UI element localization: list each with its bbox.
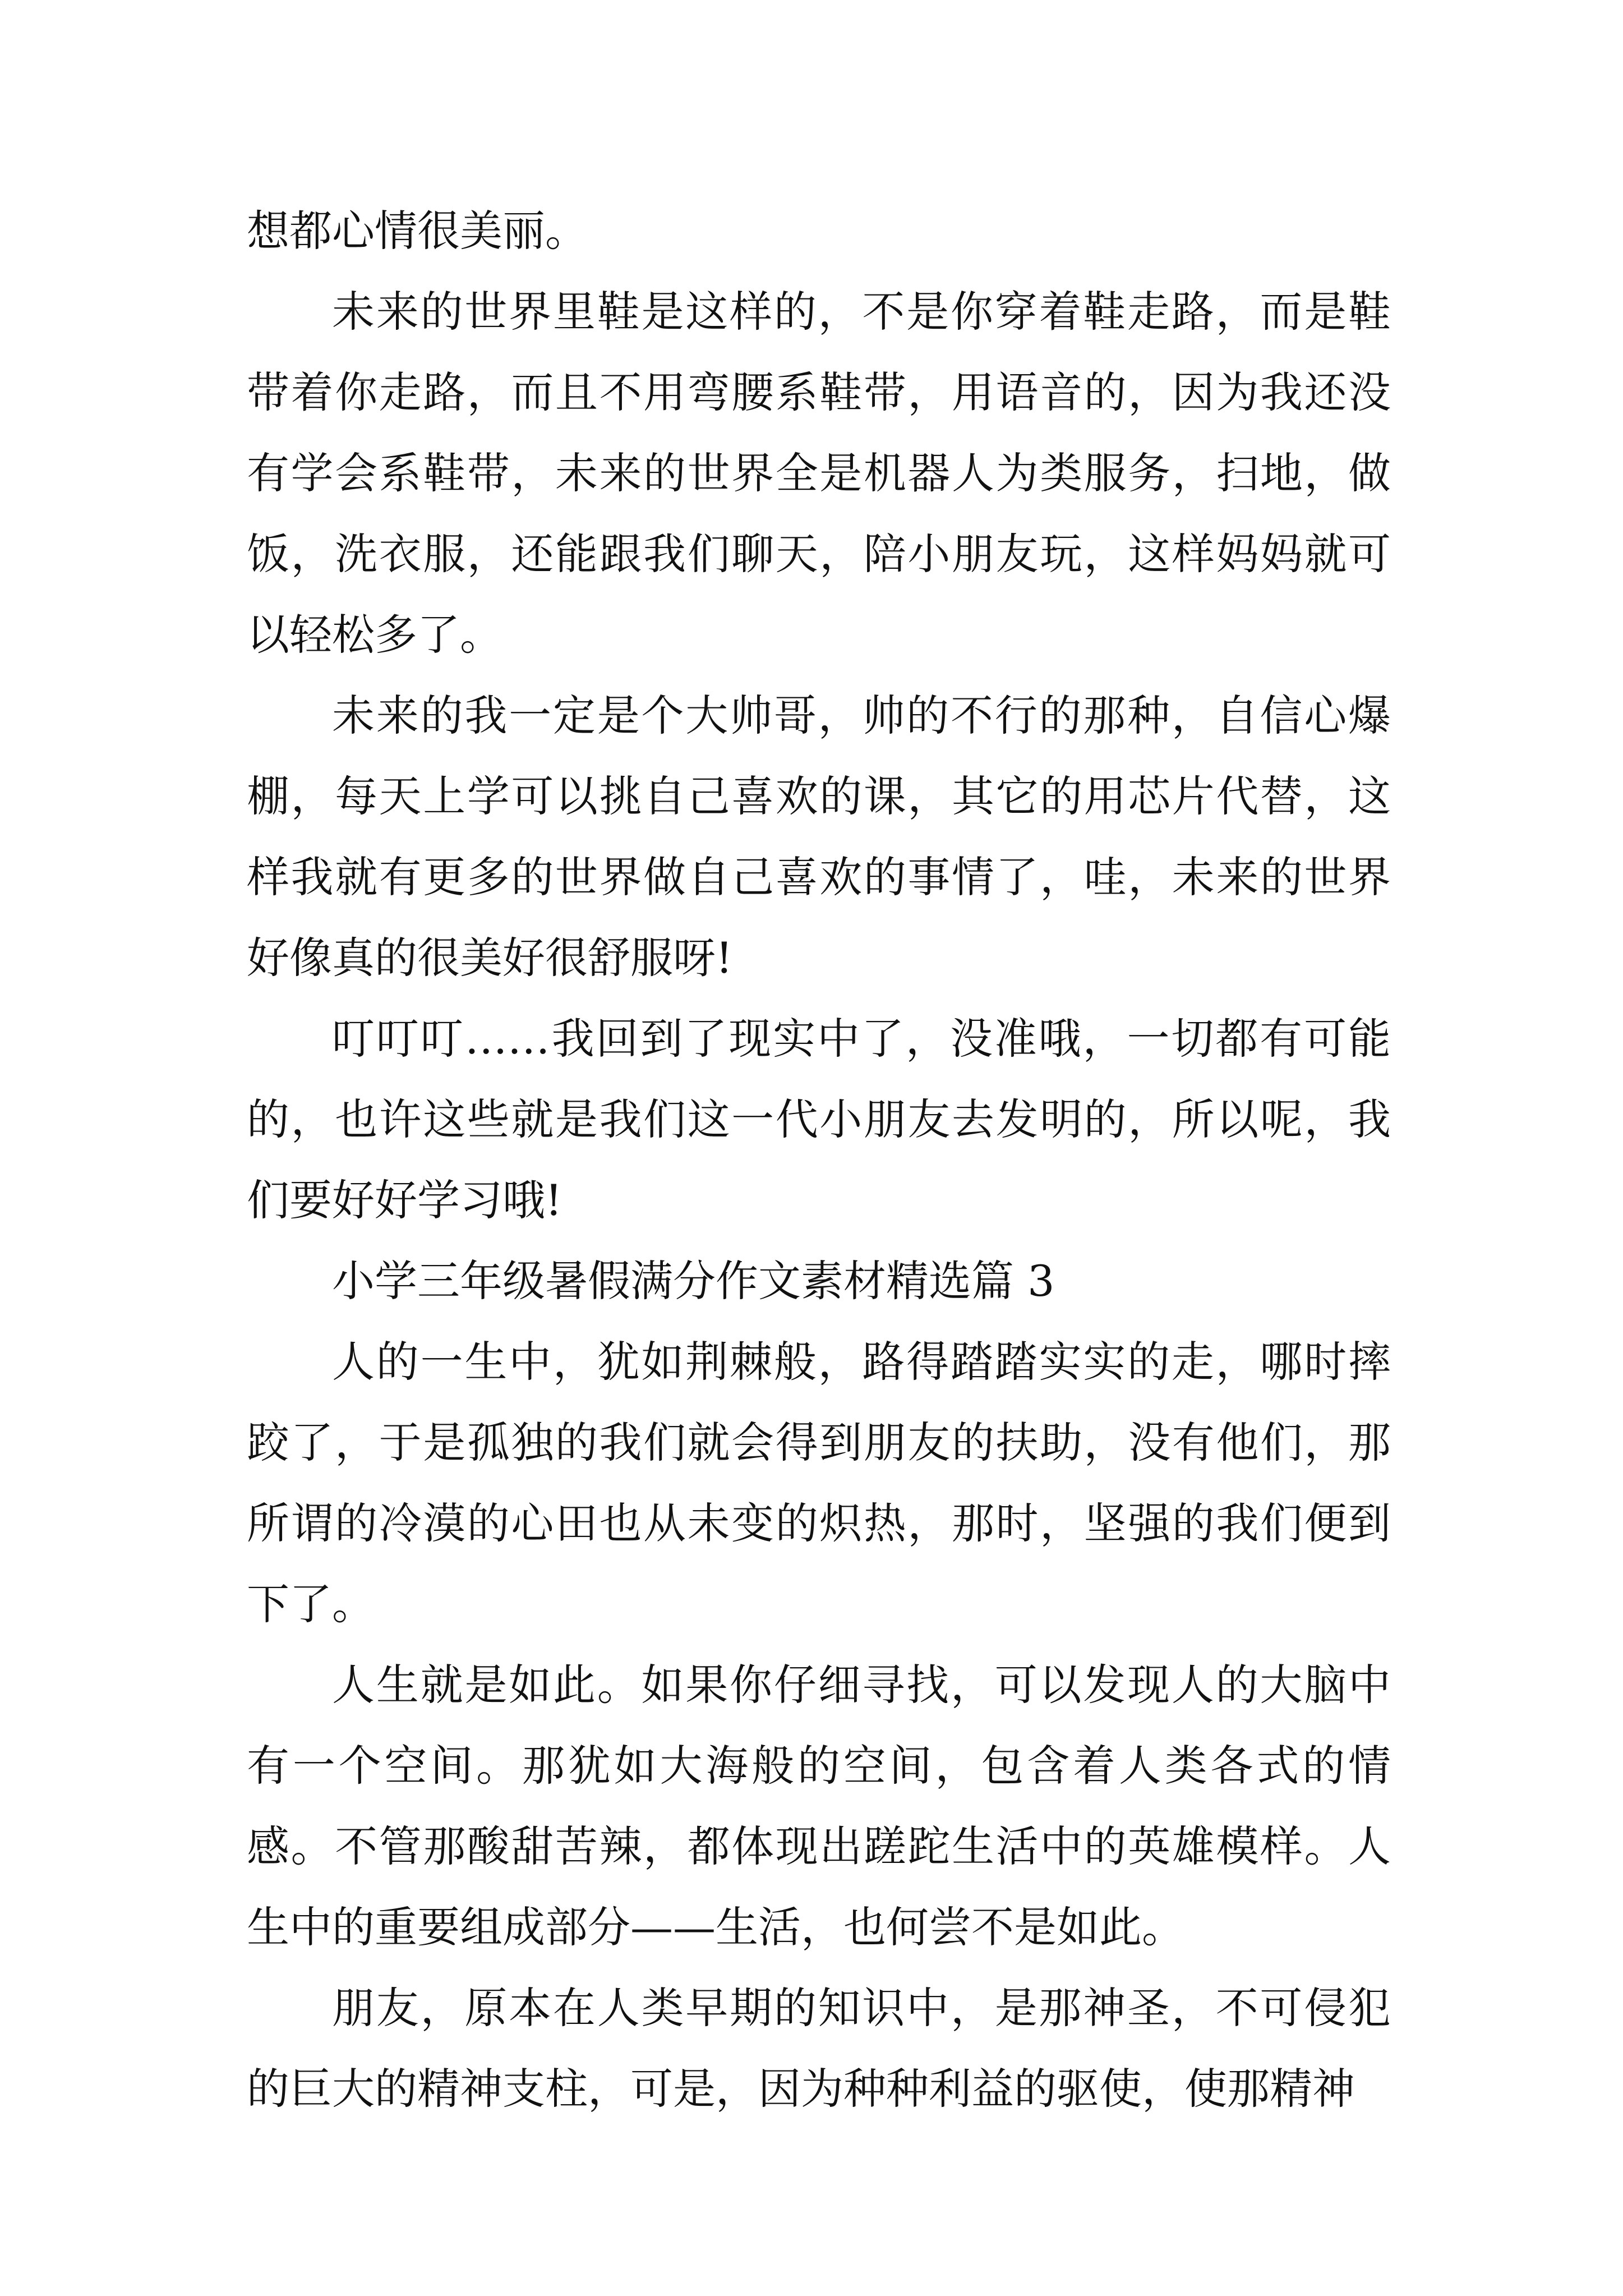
- section-heading: 小学三年级暑假满分作文素材精选篇 3: [332, 1256, 1055, 1306]
- paragraph: 未来的世界里鞋是这样的，不是你穿着鞋走路，而是鞋带着你走路，而且不用弯腰系鞋带，用语音的，因为我还没有学会系鞋带，未来的世界全是机器人为类服务，扫地，做饭，洗衣服，还能跟我们聊天，陪小朋友玩，这样妈妈就可以轻松多了。: [247, 287, 1391, 660]
- document-body: [247, 191, 1391, 2129]
- paragraph: 人生就是如此。如果你仔细寻找，可以发现人的大脑中有一个空间。那犹如大海般的空间，包含着人类各式的情感。不管那酸甜苦辣，都体现出蹉跎生活中的英雄模样。人生中的重要组成部分——生活，也何尝不是如此。: [247, 1660, 1391, 1952]
- paragraph: 想都心情很美丽。: [247, 206, 588, 256]
- paragraph: 叮叮叮……我回到了现实中了，没准哦，一切都有可能的，也许这些就是我们这一代小朋友去发明的，所以呢，我们要好好学习哦!: [247, 1014, 1391, 1225]
- paragraph: 朋友，原本在人类早期的知识中，是那神圣，不可侵犯的巨大的精神支柱，可是，因为种种利益的驱使，使那精神: [247, 1983, 1391, 2114]
- paragraph: 未来的我一定是个大帅哥，帅的不行的那种，自信心爆棚，每天上学可以挑自己喜欢的课，其它的用芯片代替，这样我就有更多的世界做自己喜欢的事情了，哇，未来的世界好像真的很美好很舒服呀!: [247, 691, 1391, 983]
- paragraph: 人的一生中，犹如荆棘般，路得踏踏实实的走，哪时摔跤了，于是孤独的我们就会得到朋友的扶助，没有他们，那所谓的冷漠的心田也从未变的炽热，那时，坚强的我们便到下了。: [247, 1337, 1391, 1629]
